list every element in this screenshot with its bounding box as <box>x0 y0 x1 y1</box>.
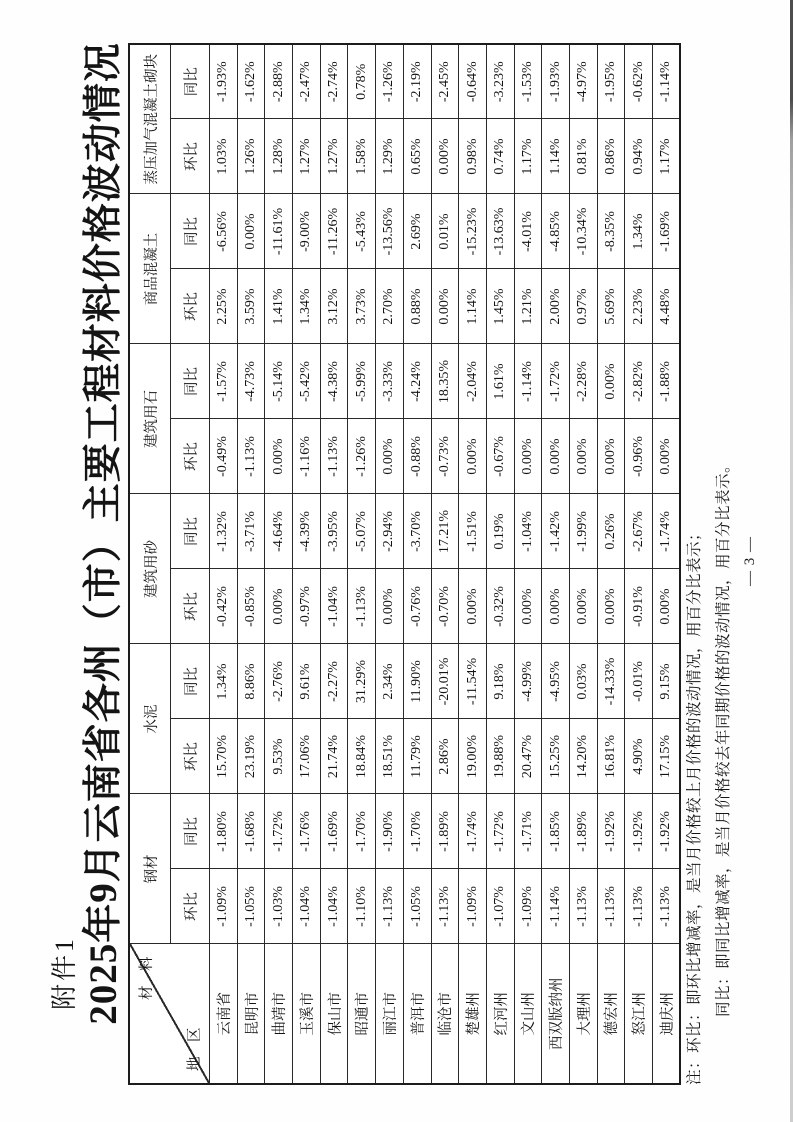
value-cell: 1.61% <box>486 344 514 419</box>
value-cell: -1.70% <box>348 794 376 869</box>
value-cell: 0.88% <box>403 269 431 344</box>
value-cell: -1.72% <box>265 794 293 869</box>
corner-cell <box>129 944 210 1084</box>
value-cell: -4.38% <box>320 344 348 419</box>
value-cell: -1.69% <box>320 794 348 869</box>
value-cell: -1.32% <box>210 494 238 569</box>
value-cell: 9.61% <box>293 644 321 719</box>
value-cell: -2.27% <box>320 644 348 719</box>
value-cell: 15.25% <box>542 719 570 794</box>
value-cell: -1.04% <box>320 869 348 944</box>
value-cell: -1.09% <box>210 869 238 944</box>
value-cell: 0.19% <box>486 494 514 569</box>
material-header: 商品混凝土 <box>129 194 171 344</box>
value-cell: -1.72% <box>486 794 514 869</box>
region-label: 保山市 <box>320 944 348 1084</box>
value-cell: 9.53% <box>265 719 293 794</box>
metric-header: 同比 <box>171 794 210 869</box>
value-cell: -1.04% <box>293 869 321 944</box>
table-row <box>486 44 514 1084</box>
value-cell: 0.00% <box>265 569 293 644</box>
value-cell: -1.07% <box>486 869 514 944</box>
value-cell: -1.42% <box>542 494 570 569</box>
value-cell: -5.42% <box>293 344 321 419</box>
value-cell: -4.97% <box>569 44 597 119</box>
value-cell: -1.13% <box>376 869 404 944</box>
value-cell: -3.33% <box>376 344 404 419</box>
value-cell: 1.03% <box>210 119 238 194</box>
table-row <box>653 44 681 1084</box>
value-cell: 16.81% <box>597 719 625 794</box>
value-cell: 1.14% <box>542 119 570 194</box>
value-cell: 0.00% <box>459 569 487 644</box>
value-cell: -1.14% <box>653 44 681 119</box>
material-header: 蒸压加气混凝土砌块 <box>129 44 171 194</box>
table-row <box>625 44 653 1084</box>
value-cell: 0.97% <box>569 269 597 344</box>
value-cell: -1.74% <box>653 494 681 569</box>
value-cell: 15.70% <box>210 719 238 794</box>
table-row <box>265 44 293 1084</box>
value-cell: -1.95% <box>597 44 625 119</box>
value-cell: 1.28% <box>265 119 293 194</box>
value-cell: 0.00% <box>431 119 459 194</box>
value-cell: -4.73% <box>237 344 265 419</box>
table-row <box>431 44 459 1084</box>
value-cell: -8.35% <box>597 194 625 269</box>
value-cell: -1.70% <box>403 794 431 869</box>
value-cell: -4.01% <box>514 194 542 269</box>
value-cell: 20.47% <box>514 719 542 794</box>
value-cell: 0.94% <box>625 119 653 194</box>
value-cell: -1.10% <box>348 869 376 944</box>
value-cell: -1.68% <box>237 794 265 869</box>
value-cell: 14.20% <box>569 719 597 794</box>
value-cell: 3.73% <box>348 269 376 344</box>
value-cell: -20.01% <box>431 644 459 719</box>
table-row <box>237 44 265 1084</box>
metric-header: 环比 <box>171 119 210 194</box>
table-row <box>348 44 376 1084</box>
value-cell: -0.62% <box>625 44 653 119</box>
value-cell: 0.00% <box>237 194 265 269</box>
value-cell: -11.54% <box>459 644 487 719</box>
table-body <box>210 44 681 1084</box>
value-cell: 1.14% <box>459 269 487 344</box>
value-cell: 0.65% <box>403 119 431 194</box>
region-label: 昆明市 <box>237 944 265 1084</box>
value-cell: 0.01% <box>431 194 459 269</box>
value-cell: 1.34% <box>625 194 653 269</box>
value-cell: -1.13% <box>320 419 348 494</box>
value-cell: 4.90% <box>625 719 653 794</box>
value-cell: 2.00% <box>542 269 570 344</box>
value-cell: 11.90% <box>403 644 431 719</box>
value-cell: -1.62% <box>237 44 265 119</box>
value-cell: -1.85% <box>542 794 570 869</box>
value-cell: -13.56% <box>376 194 404 269</box>
value-cell: 2.70% <box>376 269 404 344</box>
metric-header: 环比 <box>171 269 210 344</box>
value-cell: -0.91% <box>625 569 653 644</box>
value-cell: -1.93% <box>542 44 570 119</box>
metric-header: 同比 <box>171 494 210 569</box>
value-cell: 0.26% <box>597 494 625 569</box>
value-cell: 0.00% <box>431 269 459 344</box>
value-cell: -0.49% <box>210 419 238 494</box>
value-cell: -1.88% <box>653 344 681 419</box>
metric-header: 同比 <box>171 644 210 719</box>
value-cell: -11.61% <box>265 194 293 269</box>
table-row <box>320 44 348 1084</box>
value-cell: 1.58% <box>348 119 376 194</box>
region-label: 昭通市 <box>348 944 376 1084</box>
value-cell: -14.33% <box>597 644 625 719</box>
region-label: 怒江州 <box>625 944 653 1084</box>
value-cell: -1.51% <box>459 494 487 569</box>
value-cell: 0.00% <box>653 569 681 644</box>
value-cell: -2.67% <box>625 494 653 569</box>
value-cell: -1.13% <box>348 569 376 644</box>
value-cell: 2.23% <box>625 269 653 344</box>
value-cell: -1.76% <box>293 794 321 869</box>
table-row <box>293 44 321 1084</box>
value-cell: 0.74% <box>486 119 514 194</box>
value-cell: 2.34% <box>376 644 404 719</box>
region-label: 云南省 <box>210 944 238 1084</box>
region-label: 红河州 <box>486 944 514 1084</box>
value-cell: 1.26% <box>237 119 265 194</box>
value-cell: -1.53% <box>514 44 542 119</box>
value-cell: -1.13% <box>653 869 681 944</box>
value-cell: -1.92% <box>597 794 625 869</box>
value-cell: -1.04% <box>320 569 348 644</box>
attachment-label: 附件1 <box>50 935 79 1010</box>
value-cell: 0.00% <box>597 569 625 644</box>
region-label: 迪庆州 <box>653 944 681 1084</box>
value-cell: -2.82% <box>625 344 653 419</box>
value-cell: -1.13% <box>237 419 265 494</box>
value-cell: -0.01% <box>625 644 653 719</box>
region-label: 玉溪市 <box>293 944 321 1084</box>
value-cell: 17.21% <box>431 494 459 569</box>
metric-header-row <box>171 44 210 1084</box>
value-cell: 1.41% <box>265 269 293 344</box>
material-header: 钢材 <box>129 794 171 944</box>
material-header: 水泥 <box>129 644 171 794</box>
value-cell: -0.42% <box>210 569 238 644</box>
region-label: 丽江市 <box>376 944 404 1084</box>
value-cell: -4.24% <box>403 344 431 419</box>
value-cell: -1.26% <box>376 44 404 119</box>
value-cell: -0.76% <box>403 569 431 644</box>
value-cell: -3.23% <box>486 44 514 119</box>
value-cell: 1.17% <box>653 119 681 194</box>
value-cell: 2.86% <box>431 719 459 794</box>
value-cell: -2.45% <box>431 44 459 119</box>
value-cell: 0.00% <box>265 419 293 494</box>
value-cell: -1.26% <box>348 419 376 494</box>
value-cell: 1.34% <box>293 269 321 344</box>
value-cell: -15.23% <box>459 194 487 269</box>
value-cell: -1.72% <box>542 344 570 419</box>
value-cell: -1.89% <box>431 794 459 869</box>
value-cell: -1.13% <box>625 869 653 944</box>
value-cell: -1.90% <box>376 794 404 869</box>
value-cell: -1.92% <box>625 794 653 869</box>
value-cell: -0.67% <box>486 419 514 494</box>
table-row <box>542 44 570 1084</box>
value-cell: -3.95% <box>320 494 348 569</box>
value-cell: -0.64% <box>459 44 487 119</box>
value-cell: -5.14% <box>265 344 293 419</box>
value-cell: -5.43% <box>348 194 376 269</box>
value-cell: -13.63% <box>486 194 514 269</box>
value-cell: 0.00% <box>653 419 681 494</box>
value-cell: 1.27% <box>320 119 348 194</box>
value-cell: -2.94% <box>376 494 404 569</box>
value-cell: -4.95% <box>542 644 570 719</box>
region-label: 临沧市 <box>431 944 459 1084</box>
scan-edge-artifact <box>790 0 793 1122</box>
value-cell: 0.00% <box>597 419 625 494</box>
value-cell: 21.74% <box>320 719 348 794</box>
value-cell: 17.06% <box>293 719 321 794</box>
material-header: 建筑用砂 <box>129 494 171 644</box>
value-cell: 1.45% <box>486 269 514 344</box>
value-cell: 0.78% <box>348 44 376 119</box>
metric-header: 环比 <box>171 569 210 644</box>
value-cell: -1.09% <box>459 869 487 944</box>
value-cell: 0.98% <box>459 119 487 194</box>
corner-region-label: 地 区 <box>187 1027 203 1071</box>
region-label: 德宏州 <box>597 944 625 1084</box>
value-cell: -1.16% <box>293 419 321 494</box>
value-cell: -2.28% <box>569 344 597 419</box>
value-cell: -0.85% <box>237 569 265 644</box>
footnote-line-1: 注：环比：即环比增减率，是当月价格较上月价格的波动情况，用百分比表示； <box>686 524 703 1085</box>
value-cell: -0.73% <box>431 419 459 494</box>
table-row <box>210 44 238 1084</box>
value-cell: 3.59% <box>237 269 265 344</box>
value-cell: 0.00% <box>569 419 597 494</box>
value-cell: 18.51% <box>376 719 404 794</box>
value-cell: -1.71% <box>514 794 542 869</box>
value-cell: 0.03% <box>569 644 597 719</box>
value-cell: 0.00% <box>542 569 570 644</box>
value-cell: -1.14% <box>542 869 570 944</box>
metric-header: 环比 <box>171 869 210 944</box>
value-cell: 18.35% <box>431 344 459 419</box>
value-cell: 1.21% <box>514 269 542 344</box>
value-cell: 1.17% <box>514 119 542 194</box>
value-cell: -2.47% <box>293 44 321 119</box>
value-cell: -3.71% <box>237 494 265 569</box>
value-cell: -4.99% <box>514 644 542 719</box>
value-cell: -6.56% <box>210 194 238 269</box>
value-cell: -1.74% <box>459 794 487 869</box>
value-cell: -5.07% <box>348 494 376 569</box>
value-cell: -1.03% <box>265 869 293 944</box>
table-row <box>514 44 542 1084</box>
corner-material-label: 材 料 <box>139 956 155 1000</box>
table-row <box>403 44 431 1084</box>
value-cell: -1.92% <box>653 794 681 869</box>
value-cell: -2.88% <box>265 44 293 119</box>
value-cell: 19.88% <box>486 719 514 794</box>
material-header: 建筑用石 <box>129 344 171 494</box>
value-cell: 4.48% <box>653 269 681 344</box>
value-cell: 31.29% <box>348 644 376 719</box>
value-cell: 9.18% <box>486 644 514 719</box>
value-cell: 0.00% <box>542 419 570 494</box>
value-cell: -0.32% <box>486 569 514 644</box>
footnote-line-2: 同比：即同比增减率，是当月价格较去年同期价格的波动情况，用百分比表示。 <box>715 456 732 1017</box>
metric-header: 环比 <box>171 719 210 794</box>
page-title: 2025年9月云南省各州（市）主要工程材料价格波动情况 <box>82 42 125 1025</box>
value-cell: -0.88% <box>403 419 431 494</box>
value-cell: -2.74% <box>320 44 348 119</box>
value-cell: 11.79% <box>403 719 431 794</box>
table-row <box>459 44 487 1084</box>
metric-header: 同比 <box>171 194 210 269</box>
value-cell: -0.70% <box>431 569 459 644</box>
materials-price-table <box>128 43 681 1085</box>
value-cell: 0.00% <box>459 419 487 494</box>
value-cell: -1.13% <box>597 869 625 944</box>
value-cell: -1.14% <box>514 344 542 419</box>
value-cell: -4.39% <box>293 494 321 569</box>
region-label: 文山州 <box>514 944 542 1084</box>
value-cell: 1.34% <box>210 644 238 719</box>
material-header-row <box>129 44 171 1084</box>
table-row <box>597 44 625 1084</box>
region-label: 大理州 <box>569 944 597 1084</box>
value-cell: 19.00% <box>459 719 487 794</box>
value-cell: 23.19% <box>237 719 265 794</box>
value-cell: 0.00% <box>514 419 542 494</box>
value-cell: -10.34% <box>569 194 597 269</box>
region-label: 普洱市 <box>403 944 431 1084</box>
value-cell: -1.05% <box>403 869 431 944</box>
value-cell: 9.15% <box>653 644 681 719</box>
value-cell: 2.25% <box>210 269 238 344</box>
value-cell: -1.13% <box>569 869 597 944</box>
region-label: 曲靖市 <box>265 944 293 1084</box>
value-cell: -9.00% <box>293 194 321 269</box>
value-cell: -11.26% <box>320 194 348 269</box>
value-cell: 0.00% <box>514 569 542 644</box>
value-cell: -4.64% <box>265 494 293 569</box>
value-cell: 18.84% <box>348 719 376 794</box>
value-cell: -1.80% <box>210 794 238 869</box>
value-cell: 0.00% <box>569 569 597 644</box>
value-cell: 17.15% <box>653 719 681 794</box>
region-label: 楚雄州 <box>459 944 487 1084</box>
value-cell: -0.97% <box>293 569 321 644</box>
value-cell: -4.85% <box>542 194 570 269</box>
value-cell: -1.13% <box>431 869 459 944</box>
footnotes <box>680 457 738 1085</box>
value-cell: -2.76% <box>265 644 293 719</box>
value-cell: -5.99% <box>348 344 376 419</box>
value-cell: -1.89% <box>569 794 597 869</box>
value-cell: 1.29% <box>376 119 404 194</box>
value-cell: 8.86% <box>237 644 265 719</box>
table-row <box>376 44 404 1084</box>
region-label: 西双版纳州 <box>542 944 570 1084</box>
value-cell: -1.93% <box>210 44 238 119</box>
value-cell: 5.69% <box>597 269 625 344</box>
value-cell: -1.69% <box>653 194 681 269</box>
value-cell: -1.09% <box>514 869 542 944</box>
value-cell: 0.86% <box>597 119 625 194</box>
value-cell: -0.96% <box>625 419 653 494</box>
table-row <box>569 44 597 1084</box>
metric-header: 同比 <box>171 44 210 119</box>
value-cell: 2.69% <box>403 194 431 269</box>
value-cell: -1.57% <box>210 344 238 419</box>
value-cell: -1.05% <box>237 869 265 944</box>
page-number: — 3 — <box>742 536 758 586</box>
value-cell: 0.00% <box>597 344 625 419</box>
value-cell: 0.00% <box>376 419 404 494</box>
value-cell: -1.04% <box>514 494 542 569</box>
value-cell: -2.19% <box>403 44 431 119</box>
metric-header: 同比 <box>171 344 210 419</box>
value-cell: -1.99% <box>569 494 597 569</box>
value-cell: 3.12% <box>320 269 348 344</box>
value-cell: 0.00% <box>376 569 404 644</box>
value-cell: -2.04% <box>459 344 487 419</box>
metric-header: 环比 <box>171 419 210 494</box>
value-cell: -3.70% <box>403 494 431 569</box>
value-cell: 1.27% <box>293 119 321 194</box>
value-cell: 0.81% <box>569 119 597 194</box>
